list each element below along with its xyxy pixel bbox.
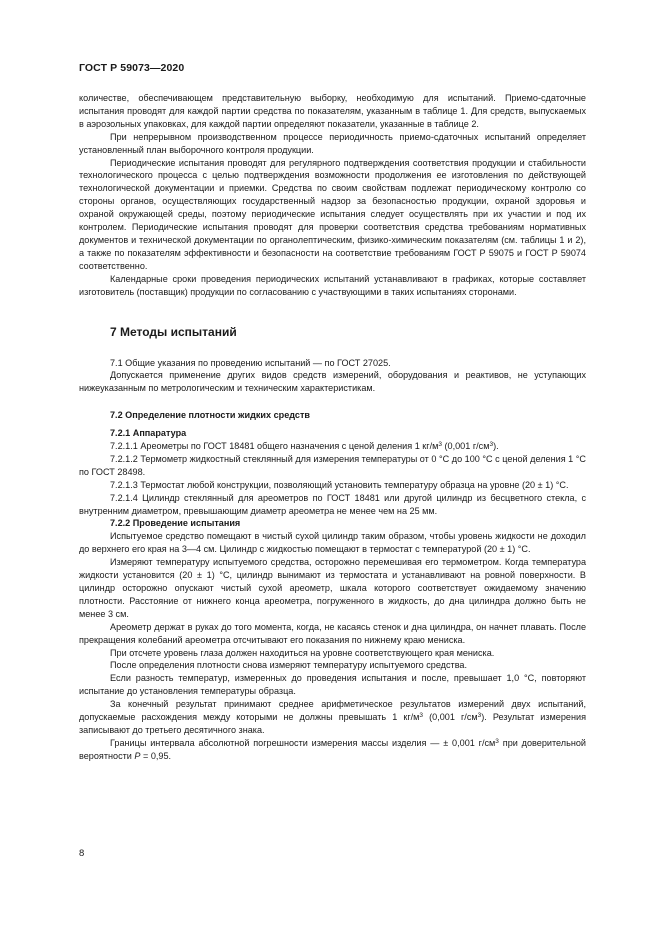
paragraph-7-2-1-2: 7.2.1.2 Термометр жидкостный стеклянный для измерения температуры от 0 °С до 100 °С с ценой деления 1 °С по ГОСТ 28498. <box>79 453 586 477</box>
paragraph-7-1: 7.1 Общие указания по проведению испытаний — по ГОСТ 27025. <box>110 357 391 368</box>
subsection-title-7-2-1: 7.2.1 Аппаратура <box>110 428 187 439</box>
probability-variable: Р <box>134 750 141 761</box>
paragraph-7-2-2-error-bounds: Границы интервала абсолютной погрешности измерения массы изделия — ± 0,001 $г/см^3$ при доверительной вероятности Р = 0,95. <box>79 737 586 761</box>
subsection-title-7-2-2: 7.2.2 Проведение испытания <box>110 518 241 529</box>
paragraph-7-2-1-1: 7.2.1.1 Ареометры по ГОСТ 18481 общего назначения с ценой деления 1 $кг/м^3$ (0,001 $г/см^3$). <box>110 441 499 452</box>
paragraph-continuous-process: При непрерывном производственном процессе периодичность приемо-сдаточных испытаний определяет установленный план выборочного контроля продукции. <box>79 131 586 155</box>
paragraph-intro-continuation: количестве, обеспечивающем представительную выборку, необходимую для испытаний. Приемо-сдаточные испытания проводят для каждой партии средства по показателям, указанным в таблице 1. Для средств, выпускаемых в аэрозольных упаковках, для каждой партии определяют показатели, указанные в таблице 2. <box>79 93 586 129</box>
paragraph-7-2-2-eye-level: При отсчете уровень глаза должен находиться на уровне соответствующего края мениска. <box>110 647 495 658</box>
paragraph-7-2-2-repeat-test: Если разность температур, измеренных до проведения испытания и после, превышает 1,0 °С, повторяют испытание до установления температуры образца. <box>79 673 586 697</box>
paragraph-7-1-alternatives: Допускается применение других видов средств измерений, оборудования и реактивов, не уступающих нижеуказанным по метрологическим и техническим характеристикам. <box>79 370 586 394</box>
paragraph-calendar-terms: Календарные сроки проведения периодических испытаний устанавливают в графиках, которые составляет изготовитель (поставщик) продукции по согласованию с участвующими в таких испытаниях сторонами. <box>79 273 586 297</box>
standard-header: ГОСТ Р 59073—2020 <box>79 62 185 74</box>
subsection-title-7-2: 7.2 Определение плотности жидких средств <box>110 410 311 421</box>
page-body <box>79 92 586 763</box>
paragraph-7-2-2-measure-temperature: Измеряют температуру испытуемого средства, осторожно перемешивая его термометром. Когда температура жидкости установится (20 ± 1) °С, цилиндр вынимают из термостата и устанавливают на ровной поверхности. В цилиндр осторожно опускают чистый сухой ареометр, шкала которого соответствует ожидаемому значению плотности. Расстояние от нижнего конца ареометра, погруженного в жидкость, до дна цилиндра должно быть не менее 3 см. <box>79 557 586 619</box>
paragraph-7-2-2-remeasure: После определения плотности снова измеряют температуру испытуемого средства. <box>110 660 468 671</box>
paragraph-7-2-2-final-result: За конечный результат принимают среднее арифметическое результатов измерений двух испытаний, допускаемые расхождения между которыми не должны превышать 1 $кг/м^3$ (0,001 $г/см^3$). Результат измерения записывают до третьего десятичного знака. <box>79 699 586 735</box>
page-number: 8 <box>79 848 85 859</box>
paragraph-7-2-1-4: 7.2.1.4 Цилиндр стеклянный для ареометров по ГОСТ 18481 или другой цилиндр из бесцветного стекла, с внутренним диаметром, превышающим диаметр ареометра не менее чем на 25 мм. <box>79 492 586 516</box>
paragraph-7-2-1-3: 7.2.1.3 Термостат любой конструкции, позволяющий установить температуру образца на уровне (20 ± 1) °С. <box>110 479 569 490</box>
paragraph-7-2-2-hold-hydrometer: Ареометр держат в руках до того момента, когда, не касаясь стенок и дна цилиндра, он начнет плавать. После прекращения колебаний ареометра отсчитывают его показания по нижнему краю мениска. <box>79 621 586 645</box>
paragraph-periodic-tests: Периодические испытания проводят для регулярного подтверждения соответствия продукции и стабильности технологического процесса с целью подтверждения возможности продолжения ее изготовления по действующей технологической документации и приемки. Средства по своим свойствам подлежат периодическому контролю со стороны органов, осуществляющих государственный надзор за безопасностью продукции, охраной здоровья и охраной окружающей среды, поэтому периодические испытания следует осуществлять при их участии и под их контролем. Периодические испытания проводят для проверки соответствия средства требованиям нормативных документов и технической документации по органолептическим, физико-химическим показателям (см. таблицы 1 и 2), а также по показателям эффективности и безопасности на соответствие требованиям ГОСТ Р 59075 и ГОСТ Р 59074 соответственно. <box>79 157 586 271</box>
paragraph-7-2-2-place-sample: Испытуемое средство помещают в чистый сухой цилиндр таким образом, чтобы уровень жидкости не доходил до верхнего его края на 3—4 см. Цилиндр с жидкостью помещают в термостат с температурой (20 ± 1) °С. <box>79 531 586 555</box>
section-title-test-methods: 7 Методы испытаний <box>110 324 237 339</box>
